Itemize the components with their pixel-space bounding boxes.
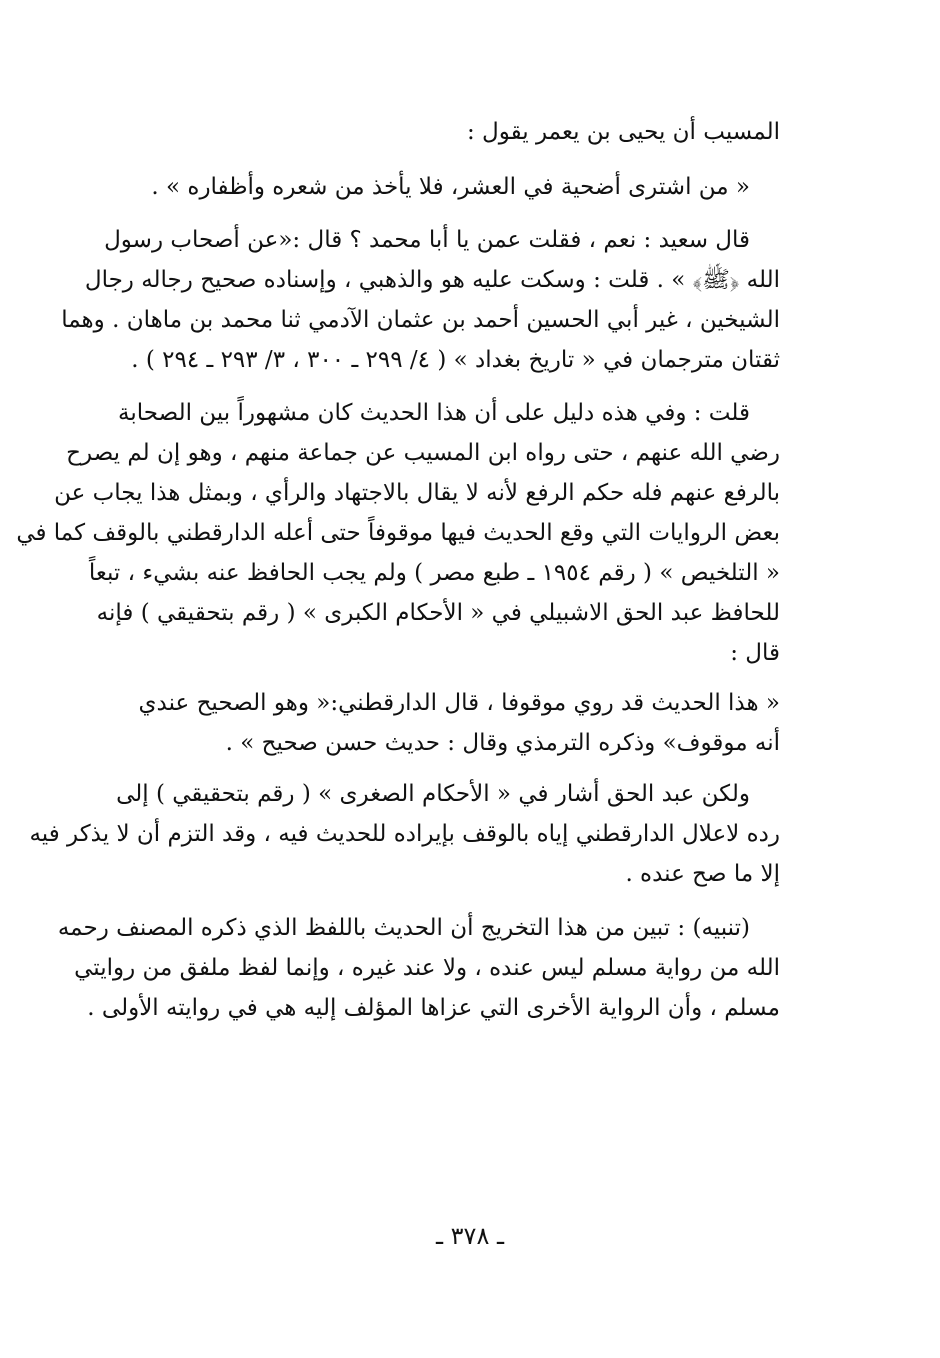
text-line: بعض الروايات التي وقع الحديث فيها موقوفاً حتى أعله الدارقطني بالوقف كما في: [16, 520, 780, 546]
text-line: المسيب أن يحيى بن يعمر يقول :: [466, 119, 780, 145]
text-line: رضي الله عنهم ، حتى رواه ابن المسيب عن جماعة منهم ، وهو إن لم يصرح: [66, 440, 780, 466]
page-number: ـ ٣٧٨ ـ: [435, 1222, 504, 1250]
paragraph-1: [105, 112, 780, 152]
paragraph-2-quote: [105, 167, 780, 207]
paragraph-4: [16, 393, 780, 673]
text-line: « من اشترى أضحية في العشر، فلا يأخذ من شعره وأظفاره » .: [151, 174, 750, 200]
text-line: قال سعيد : نعم ، فقلت عمن يا أبا محمد ؟ قال :«عن أصحاب رسول: [104, 227, 750, 253]
text-line: للحافظ عبد الحق الاشبيلي في « الأحكام الكبرى » ( رقم بتحقيقي ) فإنه: [96, 600, 780, 626]
text-line: مسلم ، وأن الرواية الأخرى التي عزاها المؤلف إليه هي في روايته الأولى .: [87, 995, 780, 1021]
paragraph-3: [61, 220, 780, 380]
text-line: « هذا الحديث قد روي موقوفا ، قال الدارقطني:« وهو الصحيح عندي: [138, 690, 780, 716]
text-line: ثقتان مترجمان في « تاريخ بغداد » ( ٤/ ٢٩٩ ـ ٣٠٠ ، ٣/ ٢٩٣ ـ ٢٩٤ ) .: [131, 347, 780, 373]
text-line: أنه موقوف» وذكره الترمذي وقال : حديث حسن صحيح » .: [225, 730, 780, 756]
text-line: « التلخيص » ( رقم ١٩٥٤ ـ طبع مصر ) ولم يجب الحافظ عنه بشيء ، تبعاً: [88, 560, 780, 586]
text-line: إلا ما صح عنده .: [625, 861, 780, 887]
paragraph-6: [29, 774, 780, 894]
text-line: الله ﴿ﷺ﴾ » . قلت : وسكت عليه هو والذهبي ، وإسناده صحيح رجاله رجال: [84, 267, 780, 293]
text-line: قلت : وفي هذه دليل على أن هذا الحديث كان مشهوراً بين الصحابة: [118, 400, 750, 426]
text-line: ولكن عبد الحق أشار في « الأحكام الصغرى » ( رقم بتحقيقي ) إلى: [116, 781, 750, 807]
text-line: بالرفع عنهم فله حكم الرفع لأنه لا يقال بالاجتهاد والرأي ، وبمثل هذا يجاب عن: [54, 480, 780, 506]
text-line: الشيخين ، غير أبي الحسين أحمد بن عثمان الآدمي ثنا محمد بن ماهان . وهما: [61, 307, 780, 333]
text-line: رده لاعلال الدارقطني إياه بالوقف بإيراده للحديث فيه ، وقد التزم أن لا يذكر فيه: [29, 821, 780, 847]
text-line: الله من رواية مسلم ليس عنده ، ولا عند غيره ، وإنما لفظ ملفق من روايتي: [74, 955, 780, 981]
paragraph-7-note: [57, 908, 780, 1028]
text-line: (تنبيه) : تبين من هذا التخريج أن الحديث باللفظ الذي ذكره المصنف رحمه: [57, 915, 750, 941]
paragraph-5-quote: [105, 683, 780, 763]
text-line: قال :: [730, 640, 780, 666]
